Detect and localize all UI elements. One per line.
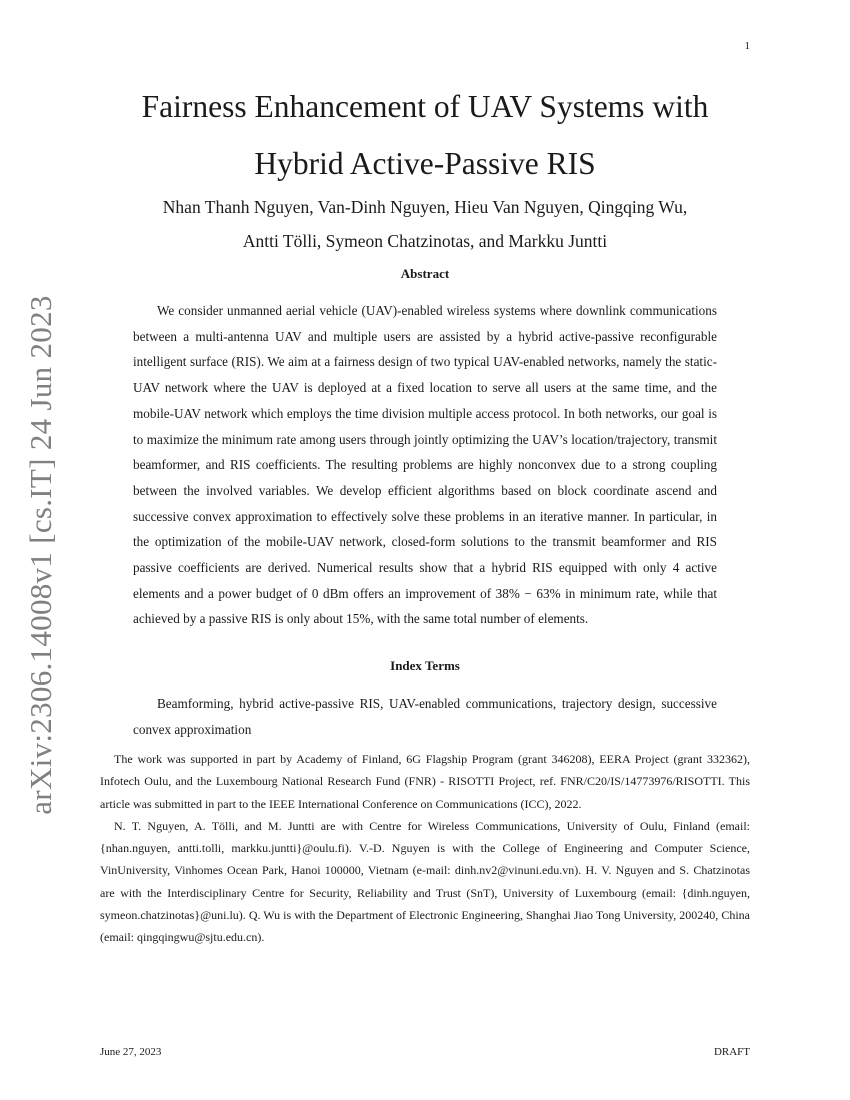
title-line: Hybrid Active-Passive RIS (254, 146, 596, 181)
paper-title (0, 78, 850, 192)
abstract-heading: Abstract (400, 266, 450, 281)
footnotes (100, 748, 750, 949)
index-terms-text: Beamforming, hybrid active-passive RIS, UAV-enabled communications, trajectory design, successive convex approximation (133, 696, 717, 737)
author-line: Nhan Thanh Nguyen, Van-Dinh Nguyen, Hieu Van Nguyen, Qingqing Wu, (162, 197, 688, 217)
page-number: 1 (744, 40, 750, 52)
footer-date: June 27, 2023 (100, 1046, 162, 1058)
title-line: Fairness Enhancement of UAV Systems with (141, 89, 709, 124)
arxiv-identifier-stamp: arXiv:2306.14008v1 [cs.IT] 24 Jun 2023 (23, 295, 58, 815)
abstract-text: We consider unmanned aerial vehicle (UAV)-enabled wireless systems where downlink communications between a multi-antenna UAV and multiple users are assisted by a hybrid active-passive reconfigurable intelligent surface (RIS). We aim at a fairness design of two typical UAV-enabled networks, namely the static-UAV network where the UAV is deployed at a fixed location to serve all users at the same time, and the mobile-UAV network which employs the time division multiple access protocol. In both networks, our goal is to maximize the minimum rate among users through jointly optimizing the UAV’s location/trajectory, transmit beamformer, and RIS coefficients. The resulting problems are highly nonconvex due to a strong coupling between the involved variables. We develop efficient algorithms based on block coordinate ascend and successive convex approximation to effectively solve these problems in an iterative manner. In particular, in the optimization of the mobile-UAV network, closed-form solutions to the transmit beamformer and RIS passive coefficients are derived. Numerical results show that a hybrid RIS equipped with only 4 active elements and a power budget of 0 dBm offers an improvement of 38% − 63% in minimum rate, while that achieved by a passive RIS is only about 15%, with the same total number of elements. (133, 303, 717, 627)
author-list (100, 190, 750, 258)
author-line: Antti Tölli, Symeon Chatzinotas, and Markku Juntti (242, 231, 608, 251)
index-terms-heading: Index Terms (390, 658, 460, 673)
funding-footnote: The work was supported in part by Academy of Finland, 6G Flagship Program (grant 346208), EERA Project (grant 332362), Infotech Oulu, and the Luxembourg National Research Fund (FNR) - RISOTTI Project, ref. FNR/C20/IS/14773976/RISOTTI. This article was submitted in part to the IEEE International Conference on Communications (ICC), 2022. (100, 752, 750, 811)
footer-draft-label: DRAFT (713, 1046, 750, 1058)
affiliation-footnote: N. T. Nguyen, A. Tölli, and M. Juntti are with Centre for Wireless Communications, University of Oulu, Finland (email: {nhan.nguyen, antti.tolli, markku.juntti}@oulu.fi). V.-D. Nguyen is with the College of Engineering and Computer Science, VinUniversity, Vinhomes Ocean Park, Hanoi 100000, Vietnam (e-mail: dinh.nv2@vinuni.edu.vn). H. V. Nguyen and S. Chatzinotas are with the Interdisciplinary Centre for Security, Reliability and Trust (SnT), University of Luxembourg (email: {dinh.nguyen, symeon.chatzinotas}@uni.lu). Q. Wu is with the Department of Electronic Engineering, Shanghai Jiao Tong University, 200240, China (email: qingqingwu@sjtu.edu.cn). (100, 818, 750, 945)
